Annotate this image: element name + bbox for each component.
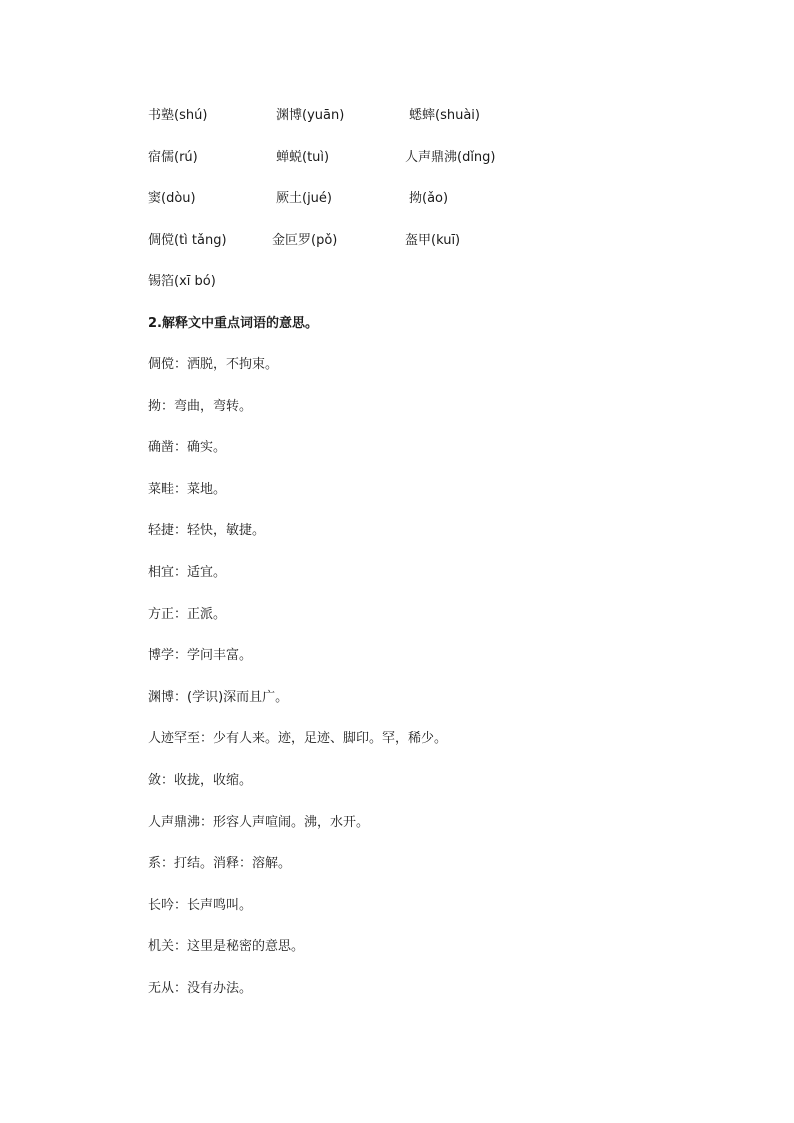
definition-item: 倜傥：洒脱，不拘束。 xyxy=(148,357,279,372)
definition-item: 确凿：确实。 xyxy=(148,440,227,456)
definition-item: 系：打结。消释：溶解。 xyxy=(148,856,292,872)
pinyin-item: 拗(ǎo) xyxy=(409,191,449,206)
definition-item: 相宜：适宜。 xyxy=(148,564,227,580)
pinyin-item: 盔甲(kuī) xyxy=(405,232,461,248)
definition-item: 博学：学问丰富。 xyxy=(148,648,253,664)
pinyin-item: 渊博(yuān) xyxy=(276,108,345,123)
pinyin-item: 宿儒(rú) xyxy=(148,149,198,165)
pinyin-item: 金叵罗(pǒ) xyxy=(272,232,338,248)
definition-item: 轻捷：轻快，敏捷。 xyxy=(148,523,266,539)
definition-item: 菜畦：菜地。 xyxy=(148,481,227,497)
section-title: 2.解释文中重点词语的意思。 xyxy=(148,316,318,331)
definition-item: 人迹罕至：少有人来。迹，足迹、脚印。罕，稀少。 xyxy=(148,731,448,747)
pinyin-item: 人声鼎沸(dǐng) xyxy=(405,149,496,165)
definition-item: 拗：弯曲，弯转。 xyxy=(148,398,253,414)
definition-item: 渊博：(学识)深而且广。 xyxy=(148,689,289,705)
pinyin-item: 书塾(shú) xyxy=(148,108,208,123)
pinyin-item: 锡箔(xī bó) xyxy=(148,274,216,289)
definition-list xyxy=(148,355,447,1021)
definition-item: 方正：正派。 xyxy=(148,606,227,622)
pinyin-item: 窦(dòu) xyxy=(148,191,196,206)
pinyin-item: 倜傥(tì tǎng) xyxy=(148,232,227,248)
definition-item: 人声鼎沸：形容人声喧闹。沸，水开。 xyxy=(148,814,370,830)
pinyin-item: 蝉蜕(tuì) xyxy=(276,149,330,165)
definition-item: 敛：收拢，收缩。 xyxy=(148,772,253,788)
definition-item: 机关：这里是秘密的意思。 xyxy=(148,939,305,955)
pinyin-item: 蟋蟀(shuài) xyxy=(409,108,480,123)
pinyin-item: 厥土(jué) xyxy=(276,191,332,206)
definition-item: 长吟：长声鸣叫。 xyxy=(148,897,253,913)
definition-item: 无从：没有办法。 xyxy=(148,980,253,996)
